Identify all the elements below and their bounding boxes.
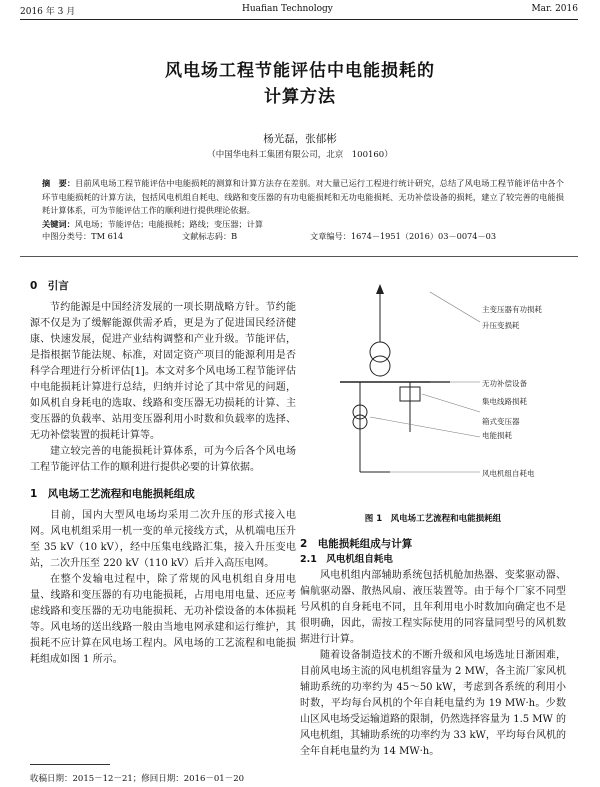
paragraph: 随着设备制造技术的不断升级和风电场选址日渐困难，目前风电场主流的风电机组容量为 2 MW，各主流厂家风机辅助系统的功率约为 45～50 kW，考虑到各系统的利用小时数，平均每台风机的个年自耗电量约为 19 MW·h。少数山区风电场受运输道路的限制，仍然选择容量为 1.5 MW 的风电机组，其辅助系统的功率约为 33 kW，平均每台风机的全年自耗电量约为 14 MW·h。 [300, 650, 566, 757]
figure-label: 升压变损耗 [482, 321, 520, 330]
section-divider [20, 256, 578, 257]
clc-number: 中图分类号：TM 614 [42, 231, 124, 241]
header-date: 2016 年 3 月 [20, 7, 76, 17]
section-heading-0: 0 引言 [30, 280, 69, 292]
footnote-rule [30, 764, 110, 765]
paper-title [0, 58, 600, 110]
abstract [42, 177, 564, 231]
figure-label: 主变压器有功损耗 [482, 305, 542, 314]
leader-line [430, 292, 480, 322]
header-journal: Huafian Technology [242, 4, 333, 14]
paragraph: 节约能源是中国经济发展的一项长期战略方针。节约能源不仅是为了缓解能源供需矛盾，更是为了促进国民经济健康、快速发展，促进产业结构调整和产业升级。节能评估，是指根据节能法规、标准，对固定资产项目的能源利用是否科学合理进行分析评估[1]。本文对多个风电场工程节能评估中电能损耗计算进行总结，归纳并讨论了其中常见的问题，如风机自身耗电的选取、线路和变压器无功损耗的计算、主变压器的负载率、站用变压器利用小时数和负载率的选择、无功补偿装置的损耗计算等。 [30, 302, 296, 441]
paragraph: 建立较完善的电能损耗计算体系，可为今后各个风电场工程节能评估工作的顺利进行提供必要的计算依据。 [30, 446, 296, 473]
figure-label: 电能损耗 [482, 431, 512, 440]
affiliation: （中国华电科工集团有限公司，北京 100160） [207, 150, 393, 160]
footnote: 收稿日期：2015－12－21；修回日期：2016－01－20 [30, 774, 245, 784]
leader-line [422, 394, 480, 412]
running-header [20, 4, 578, 18]
arrow-up-icon [376, 284, 384, 294]
doc-code: 文献标志码：B [182, 231, 238, 241]
section-heading-2: 2 电能损耗组成与计算 [300, 538, 413, 550]
transformer-coil-bottom [370, 356, 390, 376]
abstract-text: 目前风电场工程节能评估中电能损耗的测算和计算方法存在差别。对大量已运行工程进行统计研究，总结了风电场工程节能评估中各个环节电能损耗的计算方法，包括风电机组自耗电、线路和变压器的有功电能损耗和无功电能损耗、无功补偿设备的损耗，建立了较完善的电能损耗计算体系，可为节能评估工作的顺利进行提供理论依据。 [42, 178, 564, 215]
paragraph: 目前，国内大型风电场均采用二次升压的形式接入电网。风电机组采用一机一变的单元接线方式，从机端电压升至 35 kV（10 kV），经中压集电线路汇集，接入升压变电站，二次升压至 220 kV（110 kV）后并入高压电网。 [30, 510, 296, 569]
right-column [300, 536, 566, 760]
figure-label: 箱式变压器 [482, 417, 520, 426]
title-line-1: 风电场工程节能评估中电能损耗的 [165, 61, 435, 81]
header-date-en: Mar. 2016 [531, 4, 578, 14]
figure-caption: 图 1 风电场工艺流程和电能损耗组 [364, 514, 502, 524]
article-number: 文章编号：1674－1951（2016）03－0074－03 [310, 231, 497, 241]
paragraph: 在整个发输电过程中，除了常规的风电机组自身用电量、线路和变压器的有功电能损耗，占用电用电量、还应考虑线路和变压器的无功电能损耗、无功补偿设备的本体损耗等。风电场的送出线路一般由当地电网承建和运行维护，其损耗不应计算在风电场工程内。风电场的工艺流程和电能损耗组成如图 1 所示。 [30, 574, 296, 665]
subsection-heading: 2.1 风电机组自耗电 [300, 554, 393, 565]
process-flow-figure [330, 282, 560, 502]
keywords-text: 风电场；节能评估；电能损耗；路线；变压器；计算 [74, 218, 264, 229]
figure-label: 集电线路损耗 [482, 397, 527, 406]
figure-label: 无功补偿设备 [482, 379, 527, 388]
section-heading-1: 1 风电场工艺流程和电能损耗组成 [30, 488, 195, 500]
header-rule [20, 19, 578, 20]
paragraph: 风电机组内部辅助系统包括机舱加热器、变桨驱动器、偏航驱动器、散热风扇、液压装置等。由于每个厂家不同型号风机的自身耗电不同，且年利用电小时数加向确定也不是很明确，因此，需按工程实际使用的同容量同型号的风机数据进行计算。 [300, 570, 566, 645]
title-line-2: 计算方法 [264, 87, 336, 107]
authors: 杨光磊，张郁彬 [263, 133, 337, 145]
left-column [30, 278, 296, 668]
leader-line [370, 417, 480, 437]
figure-label: 风电机组自耗电 [482, 469, 535, 478]
keywords-label: 关键词： [42, 218, 75, 229]
abstract-label: 摘 要： [42, 178, 76, 188]
